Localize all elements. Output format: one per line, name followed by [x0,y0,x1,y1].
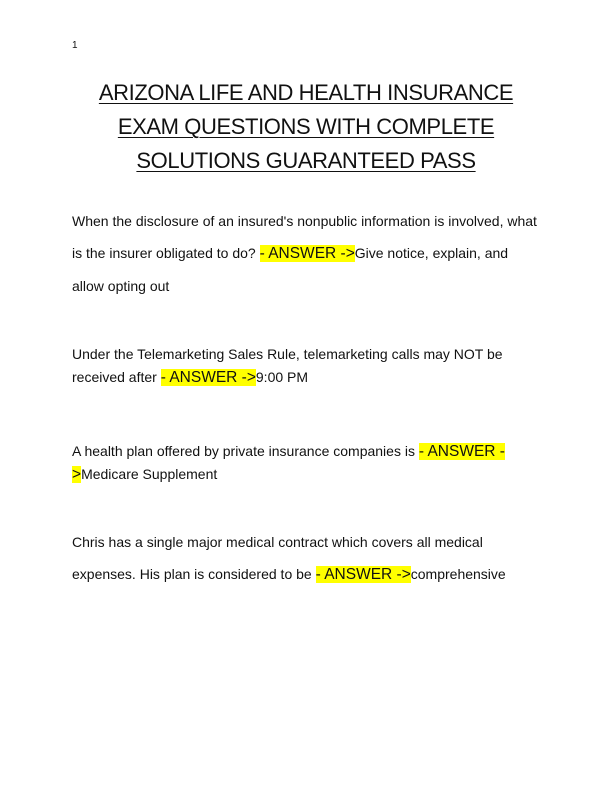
question-text: When the disclosure of an insured's nonpublic information is involved, what is the insurer obligated to do? [72,213,537,261]
qa-item-2 [72,343,542,389]
document-title [72,76,540,178]
answer-text: Give notice, explain, and allow opting out [72,245,509,294]
title-line-1: ARIZONA LIFE AND HEALTH INSURANCE [98,80,514,105]
answer-text: comprehensive [410,566,506,582]
question-text: Chris has a single major medical contract which covers all medical expenses. His plan is considered to be [72,534,483,582]
qa-item-3 [72,440,542,486]
question-text: A health plan offered by private insurance companies is [72,443,415,459]
question-text: Under the Telemarketing Sales Rule, telemarketing calls may NOT be received after [72,346,503,385]
qa-item-4 [72,526,542,591]
answer-marker: - ANSWER -> [315,566,411,583]
answer-marker: - ANSWER -> [259,245,355,262]
title-line-3: SOLUTIONS GUARANTEED PASS [136,148,476,173]
page-number: 1 [72,40,78,51]
answer-marker: - ANSWER -> [160,369,256,386]
answer-text: 9:00 PM [255,369,309,385]
qa-item-1 [72,205,542,302]
answer-text: Medicare Supplement [81,466,218,482]
title-line-2: EXAM QUESTIONS WITH COMPLETE [117,114,495,139]
answer-marker: - ANSWER - > [72,443,505,483]
